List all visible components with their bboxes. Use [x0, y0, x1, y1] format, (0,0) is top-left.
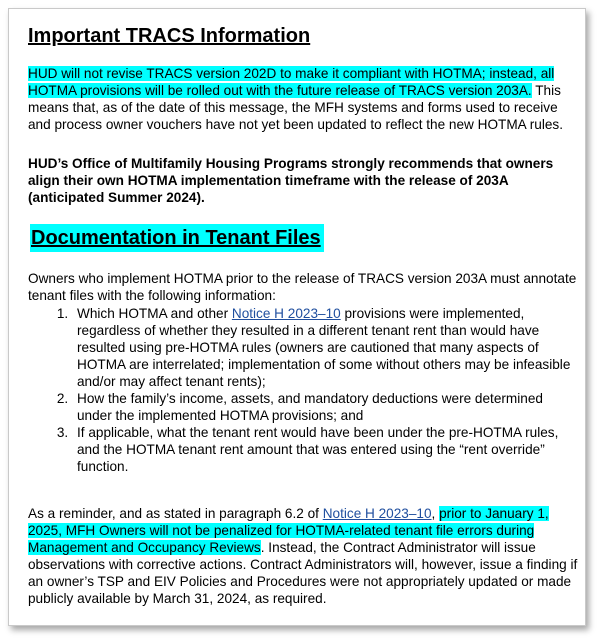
- list-item: 2. How the family’s income, assets, and mandatory deductions were determined under the implemented HOTMA provisions; and: [72, 390, 578, 424]
- highlighted-text: prior to January 1, 2025, MFH Owners will not be penalized for HOTMA-related tenant file errors during Management and Occupancy Reviews: [28, 506, 549, 555]
- recommendation-paragraph: HUD’s Office of Multifamily Housing Programs strongly recommends that owners align their own HOTMA implementation timeframe with the release of 203A (anticipated Summer 2024).: [28, 156, 554, 205]
- annotation-intro-paragraph: Owners who implement HOTMA prior to the release of TRACS version 203A must annotate tenant files with the following information:: [28, 271, 577, 303]
- notice-link[interactable]: Notice H 2023–10: [322, 506, 432, 521]
- notice-link[interactable]: Notice H 2023–10: [231, 306, 341, 321]
- requirements-list: [28, 305, 578, 475]
- section-heading: Documentation in Tenant Files: [30, 224, 324, 252]
- list-item: 1. Which HOTMA and other Notice H 2023–10 provisions were implemented, regardless of whether they resulted in a different tenant rent than would have resulted using pre-HOTMA rules (owners are cautioned that many aspects of HOTMA are interrelated; implementation of some without others may be infeasible and/or may affect tenant rents);: [72, 305, 578, 390]
- paragraph-text: This means that, as of the date of this message, the MFH systems and forms used to receive and process owner vouchers have not yet been updated to reflect the new HOTMA rules.: [28, 83, 563, 132]
- tracs-notice-paragraph: [28, 65, 578, 133]
- highlighted-text: HUD will not revise TRACS version 202D to make it compliant with HOTMA; instead, all HOTMA provisions will be rolled out with the future release of TRACS version 203A.: [28, 66, 555, 98]
- document-frame: [8, 8, 586, 626]
- list-item: 3. If applicable, what the tenant rent would have been under the pre-HOTMA rules, and the HOTMA tenant rent amount that was entered using the “rent override” function.: [72, 424, 578, 475]
- reminder-paragraph: As a reminder, and as stated in paragraph 6.2 of Notice H 2023–10, prior to January 1, 2025, MFH Owners will not be penalized for HOTMA-related tenant file errors during Management and Occupancy Reviews. Instead, the Contract Administrator will issue observations with corrective actions. Contract Administrators will, however, issue a finding if an owner’s TSP and EIV Policies and Procedures were not appropriately updated or made publicly available by March 31, 2024, as required.: [28, 506, 578, 606]
- document-content: [28, 23, 578, 607]
- page-title: Important TRACS Information: [28, 25, 311, 47]
